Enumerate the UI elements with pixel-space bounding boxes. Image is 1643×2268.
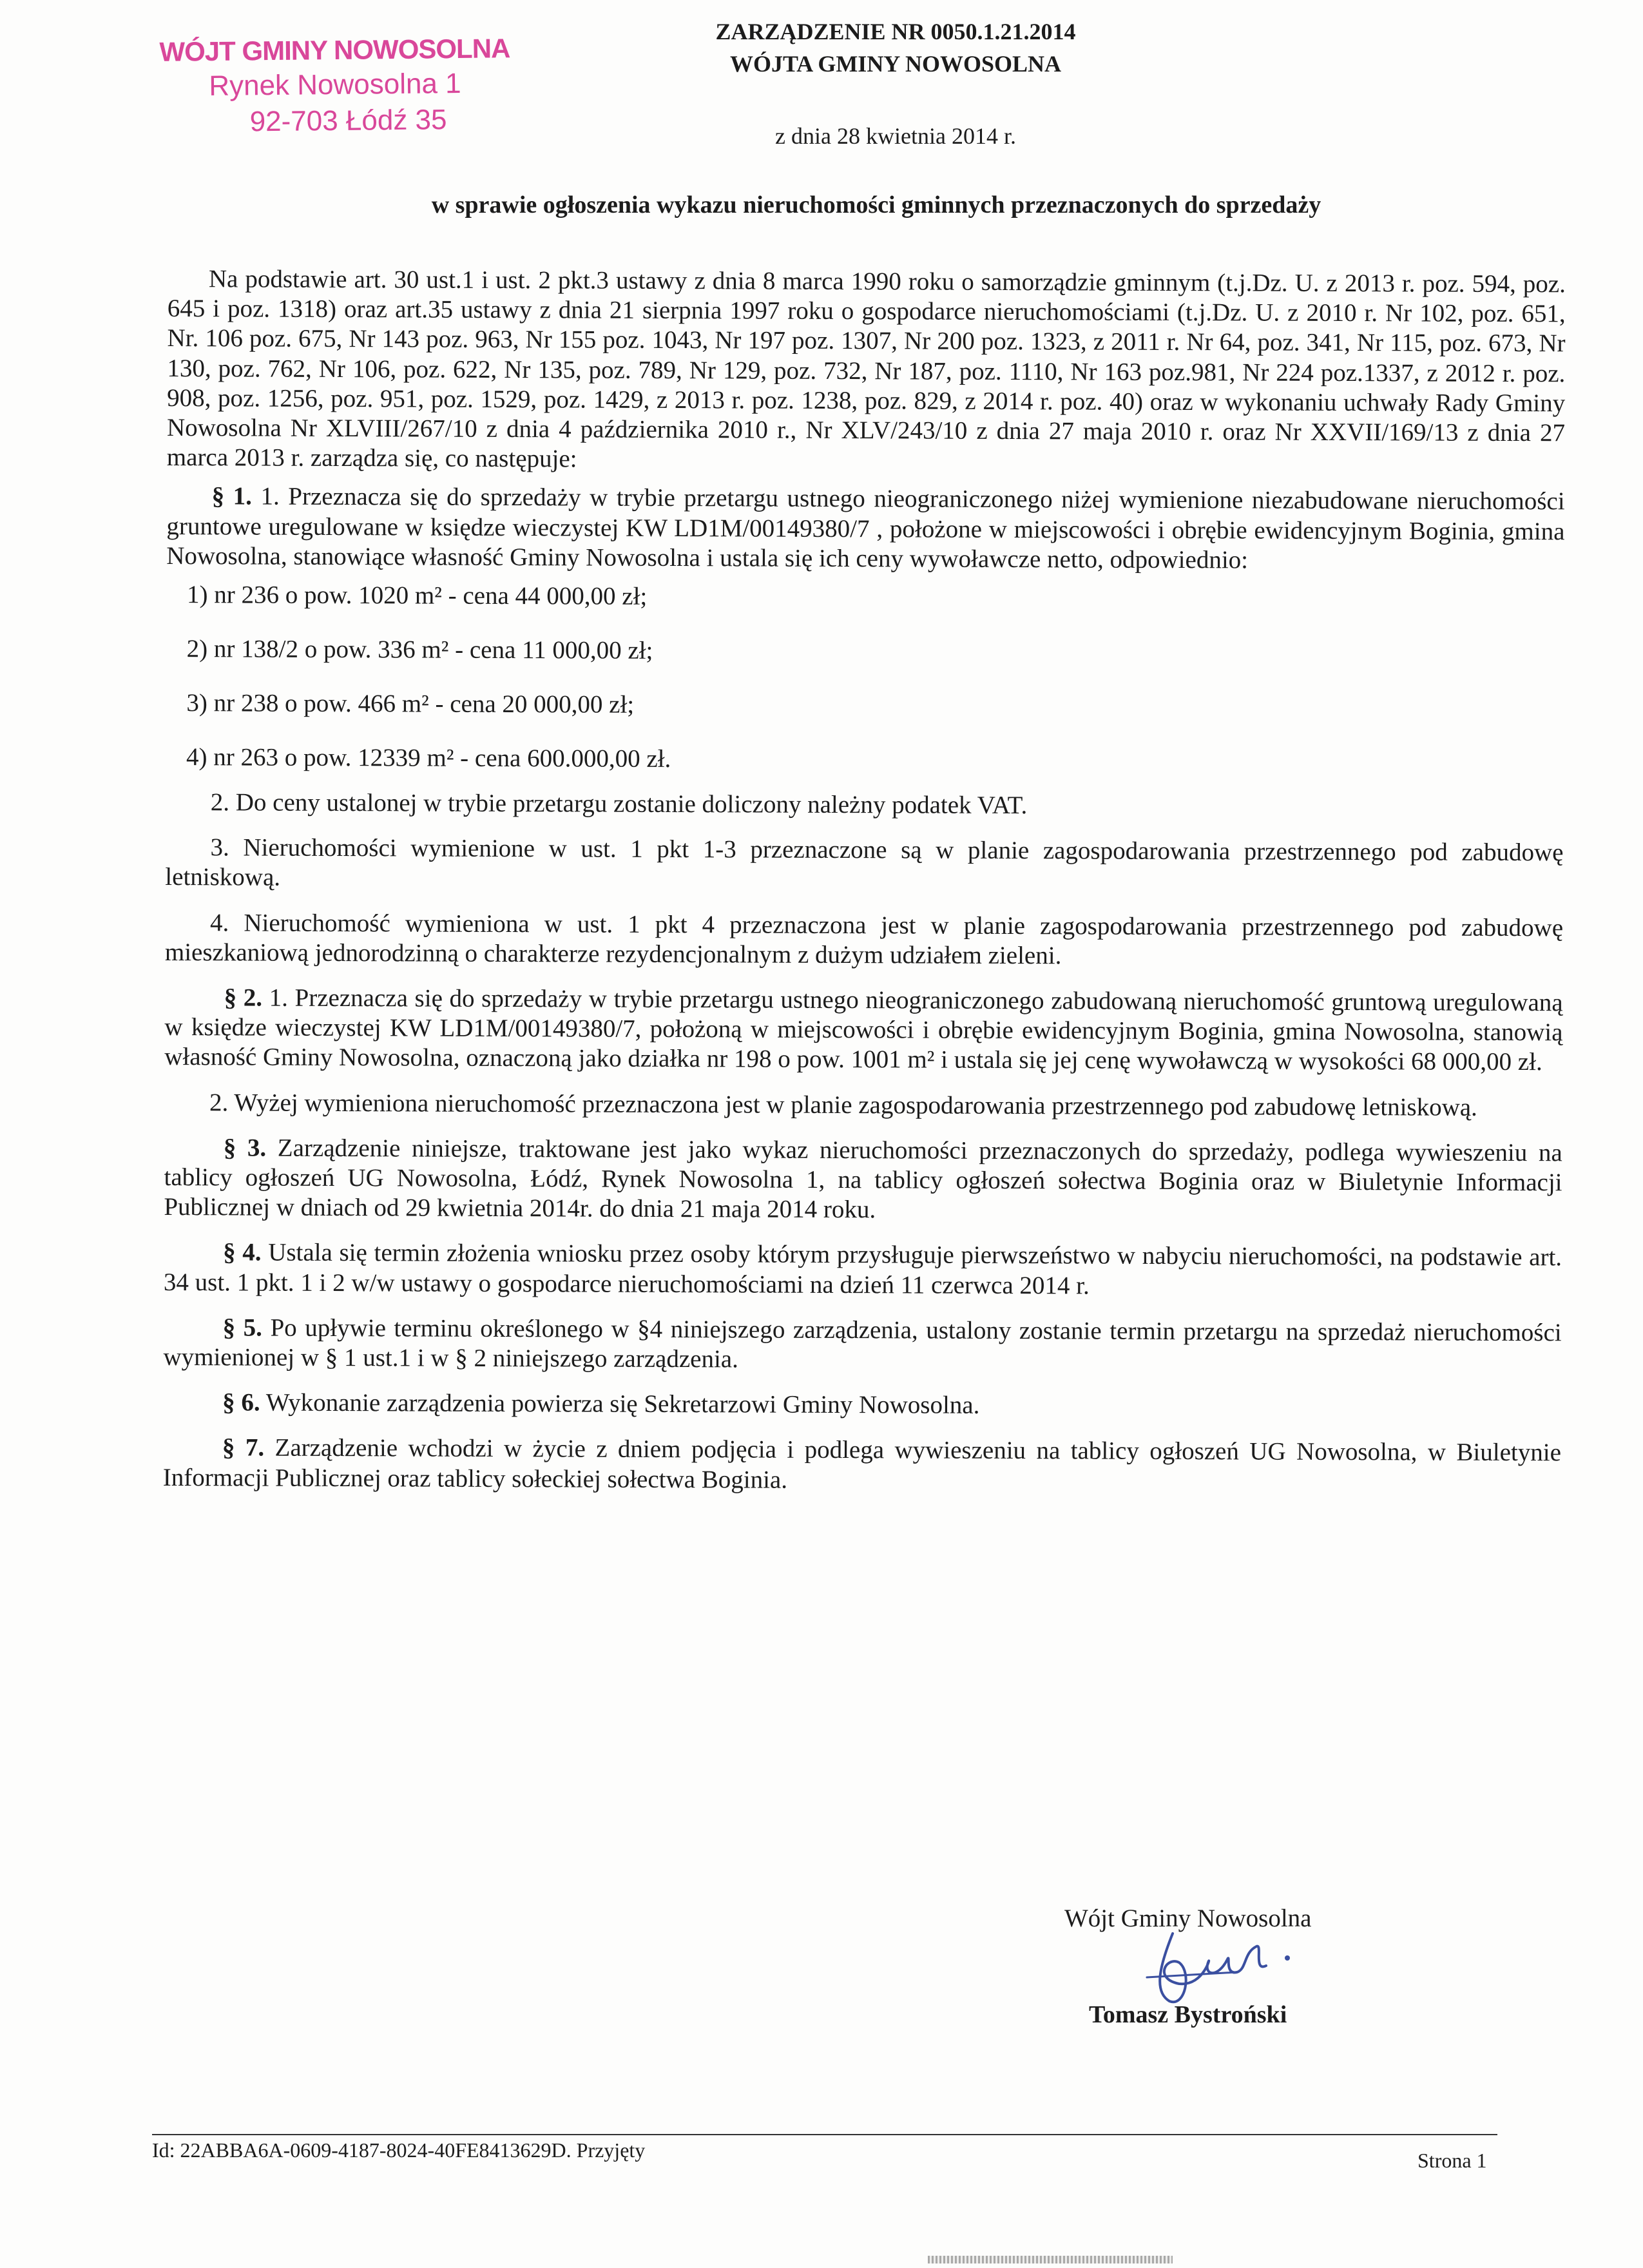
section-3-paragraph (164, 1133, 1562, 1228)
document-date: z dnia 28 kwietnia 2014 r. (775, 123, 1016, 149)
section-1-label: § 1. (211, 482, 253, 510)
parcel-list (166, 580, 1564, 777)
list-item: 1) nr 236 o pow. 1020 m² - cena 44 000,00 zł; (186, 581, 648, 610)
list-item: 2) nr 138/2 o pow. 336 m² - cena 11 000,00 zł; (186, 635, 653, 664)
section-2-paragraph-2: 2. Wyżej wymieniona nieruchomość przeznaczona jest w planie zagospodarowania przestrzennego pod zabudowę letniskową. (209, 1088, 1477, 1121)
section-2-label: § 2. (224, 984, 263, 1012)
section-7-text: Zarządzenie wchodzi w życie z dniem podjęcia i podlega wywieszeniu na tablicy ogłoszeń UG Nowosolna, w Biuletynie Informacji Publicznej oraz tablicy sołeckiej sołectwa Boginia. (162, 1434, 1562, 1494)
stamp-line-1: WÓJT GMINY NOWOSOLNA (159, 33, 510, 67)
stamp-line-3: 92-703 Łódź 35 (249, 104, 447, 138)
section-4-text: Ustala się termin złożenia wniosku przez osoby którym przysługuje pierwszeństwo w nabyciu nieruchomości, na podstawie art. 34 ust. 1 pkt. 1 i 2 w/w ustawy o gospodarce nieruchomościami na dzień 11 czerwca 2014 r. (163, 1239, 1562, 1300)
document-id: Id: 22ABBA6A-0609-4187-8024-40FE8413629D. Przyjęty (152, 2138, 646, 2162)
preamble-paragraph: Na podstawie art. 30 ust.1 i ust. 2 pkt.3 ustawy z dnia 8 marca 1990 roku o samorządzie gminnym (t.j.Dz. U. z 2013 r. poz. 594, poz. 645 i poz. 1318) oraz art.35 ustawy z dnia 21 sierpnia 1997 roku o gospodarce nieruchomościami (t.j.Dz. U. z 2010 r. Nr 102, poz. 651, Nr. 106 poz. 675, Nr 143 poz. 963, Nr 155 poz. 1043, Nr 197 poz. 1307, Nr 200 poz. 1323, z 2011 r. Nr 64, poz. 341, Nr 115, poz. 673, Nr 130, poz. 762, Nr 106, poz. 622, Nr 135, poz. 789, Nr 129, poz. 732, Nr 187, poz. 1110, Nr 163 poz.981, Nr 224 poz.1337, z 2012 r. poz. 908, poz. 1256, poz. 951, poz. 1529, poz. 1429, z 2013 r. poz. 1238, poz. 829, z 2014 r. poz. 40) oraz w wykonaniu uchwały Rady Gminy Nowosolna Nr XLVIII/267/10 z dnia 4 października 2010 r., Nr XLV/243/10 z dnia 27 maja 2010 r. oraz Nr XXVII/169/13 z dnia 27 marca 2013 r. zarządza się, co następuje: (166, 265, 1566, 473)
page-number: Strona 1 (1417, 2149, 1487, 2172)
section-3-label: § 3. (223, 1134, 267, 1162)
section-4-label: § 4. (223, 1238, 262, 1267)
list-item: 3) nr 238 o pow. 466 m² - cena 20 000,00 zł; (186, 689, 635, 719)
section-1-paragraph-4: 4. Nieruchomość wymieniona w ust. 1 pkt 4 przeznaczona jest w planie zagospodarowania przestrzennego pod zabudowę mieszkaniową jednorodzinną o charakterze rezydencjonalnym z dużym udziałem zieleni. (164, 908, 1564, 970)
section-5-label: § 5. (222, 1313, 263, 1342)
stamp-line-2: Rynek Nowosolna 1 (209, 67, 461, 102)
section-1-paragraph-1 (166, 481, 1565, 576)
section-7-paragraph (163, 1433, 1561, 1498)
signatory-role: Wójt Gminy Nowosolna (1064, 1905, 1312, 1932)
section-6-label: § 6. (222, 1388, 260, 1417)
section-1-paragraph-3: 3. Nieruchomości wymienione w ust. 1 pkt 1-3 przeznaczone są w planie zagospodarowania przestrzennego pod zabudowę letniskową. (165, 833, 1564, 892)
section-6-paragraph (163, 1388, 1561, 1423)
section-3-text: Zarządzenie niniejsze, traktowane jest jako wykaz nieruchomości przeznaczonych do sprzedaży, podlega wywieszeniu na tablicy ogłoszeń UG Nowosolna, Łódź, Rynek Nowosolna 1, na tablicy ogłoszeń sołectwa Boginia oraz w Biuletynie Informacji Publicznej w dniach od 29 kwietnia 2014r. do dnia 21 maja 2014 roku. (164, 1134, 1562, 1224)
signatory-name: Tomasz Bystroński (1089, 2001, 1287, 2028)
handwritten-signature (1134, 1927, 1302, 2011)
document-body (163, 264, 1566, 1498)
section-4-paragraph (164, 1237, 1562, 1303)
document-title: ZARZĄDZENIE NR 0050.1.21.2014 (715, 19, 1076, 44)
section-2-text: 1. Przeznacza się do sprzedaży w trybie przetargu ustnego nieograniczonego zabudowaną nieruchomość gruntową uregulowaną w księdze wieczystej KW LD1M/00149380/7, położoną w miejscowości i obrębie ewidencyjnym Boginia, gmina Nowosolna, stanowią własność Gminy Nowosolna, oznaczoną jako działka nr 198 o pow. 1001 m² i ustala się jej cenę wywoławczą w wysokości 68 000,00 zł. (164, 984, 1563, 1076)
section-1-paragraph-2: 2. Do ceny ustalonej w trybie przetargu zostanie doliczony należny podatek VAT. (210, 788, 1028, 820)
section-1-text: 1. Przeznacza się do sprzedaży w trybie przetargu ustnego nieograniczonego niżej wymienione niezabudowane nieruchomości gruntowe uregulowane w księdze wieczystej KW LD1M/00149380/7 , położone w miejscowości i obrębie ewidencyjnym Boginia, gmina Nowosolna, stanowiące własność Gminy Nowosolna i ustala się ich ceny wywoławcze netto, odpowiednio: (166, 482, 1565, 574)
section-6-text: Wykonanie zarządzenia powierza się Sekretarzowi Gminy Nowosolna. (265, 1388, 980, 1420)
office-stamp (154, 32, 516, 141)
section-2-paragraph-1 (164, 983, 1563, 1078)
section-5-paragraph (163, 1313, 1561, 1378)
section-5-text: Po upływie terminu określonego w §4 niniejszego zarządzenia, ustalony zostanie termin przetargu na sprzedaż nieruchomości wymienionej w § 1 ust.1 i w § 2 niniejszego zarządzenia. (163, 1313, 1562, 1373)
footer-divider (152, 2134, 1497, 2135)
list-item: 4) nr 263 o pow. 12339 m² - cena 600.000,00 zł. (186, 743, 671, 773)
scan-artifact (928, 2256, 1173, 2263)
document-issuer: WÓJTA GMINY NOWOSOLNA (729, 51, 1062, 77)
document-subject: w sprawie ogłoszenia wykazu nieruchomości gminnych przeznaczonych do sprzedaży (431, 191, 1321, 218)
section-7-label: § 7. (222, 1433, 265, 1462)
